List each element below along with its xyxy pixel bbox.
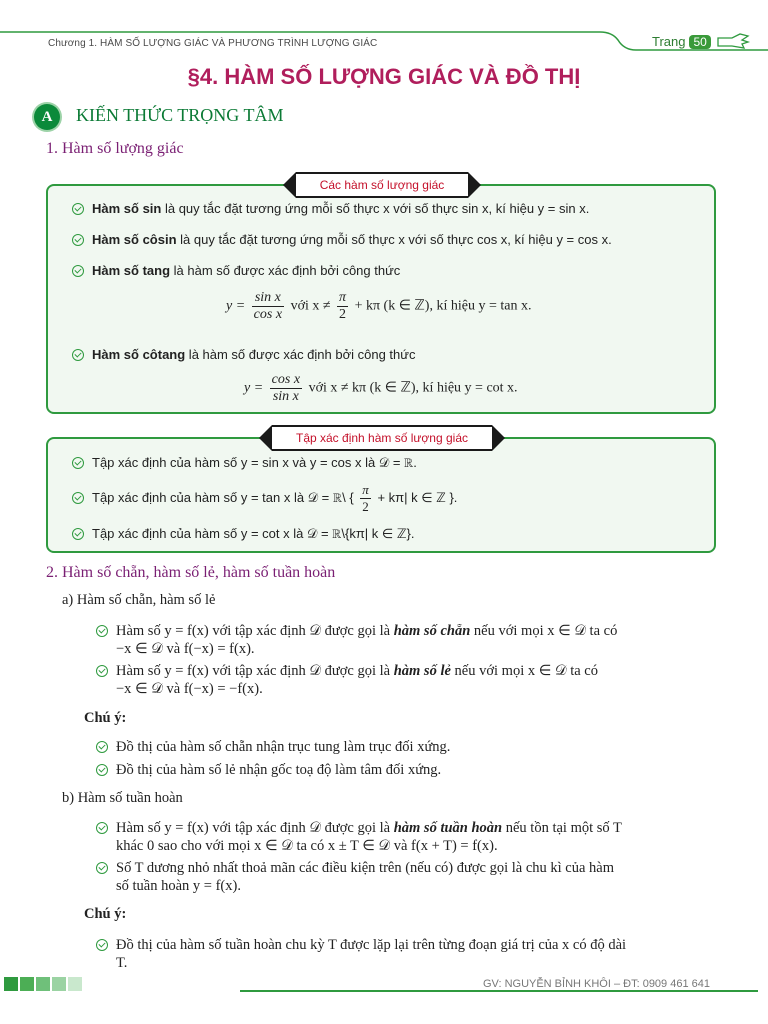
check-icon (72, 234, 84, 246)
hand-pointer-icon (718, 34, 748, 48)
check-icon (96, 764, 108, 776)
domain-tan: Tập xác định của hàm số y = tan x là 𝒟 = ℝ\ { $\frac{\pi}{2}$ + kπ| k ∈ ℤ }. (72, 482, 457, 515)
period-definition: Số T dương nhỏ nhất thoả mãn các điều kiện trên (nếu có) được gọi là chu kì của hàm số tuần hoàn y = f(x). (96, 859, 614, 895)
footer-square (52, 977, 66, 991)
cot-definition: Hàm số côtang là hàm số được xác định bởi công thức (72, 347, 415, 362)
tan-formula: y = $\frac{\text{sin x}}{\text{cos x}}$ với x ≠ $\frac{\pi}{2}$ + kπ (k ∈ ℤ), kí hiệu y = tan x. (226, 290, 532, 322)
check-icon (72, 203, 84, 215)
odd-function-definition: Hàm số y = f(x) với tập xác định 𝒟 được gọi là hàm số lẻ nếu với mọi x ∈ 𝒟 ta có −x ∈ 𝒟 và f(−x) = −f(x). (96, 662, 598, 698)
footer-square (4, 977, 18, 991)
page-label: Trang (652, 34, 686, 49)
section-badge: A (34, 104, 60, 130)
note-label-a: Chú ý: (84, 710, 127, 726)
lesson-title: §4. HÀM SỐ LƯỢNG GIÁC VÀ ĐỒ THỊ (187, 64, 581, 89)
page-number: 50 (689, 35, 710, 49)
check-icon (72, 349, 84, 361)
note-label-b: Chú ý: (84, 906, 127, 922)
check-icon (72, 457, 84, 469)
sin-definition: Hàm số sin là quy tắc đặt tương ứng mỗi số thực x với số thực sin x, kí hiệu y = sin x. (72, 201, 589, 216)
footer-square (68, 977, 82, 991)
check-icon (96, 625, 108, 637)
cot-formula: y = $\frac{\text{cos x}}{\text{sin x}}$ với x ≠ kπ (k ∈ ℤ), kí hiệu y = cot x. (244, 372, 518, 404)
domain-box-title: Tập xác định hàm số lượng giác (272, 425, 492, 451)
even-symmetry-note: Đồ thị của hàm số chẵn nhận trục tung làm trục đối xứng. (96, 738, 450, 756)
header-decoration (0, 0, 768, 60)
chapter-title: Chương 1. HÀM SỐ LƯỢNG GIÁC VÀ PHƯƠNG TRÌNH LƯỢNG GIÁC (48, 38, 378, 49)
subsection-2-title: 2. Hàm số chẵn, hàm số lẻ, hàm số tuần hoàn (46, 564, 336, 581)
periodic-definition: Hàm số y = f(x) với tập xác định 𝒟 được gọi là hàm số tuần hoàn nếu tồn tại một số T khác 0 sao cho với mọi x ∈ 𝒟 ta có x ± T ∈ 𝒟 và f(x + T) = f(x). (96, 819, 622, 855)
subsection-1-title: 1. Hàm số lượng giác (46, 140, 184, 157)
tan-definition: Hàm số tang là hàm số được xác định bởi công thức (72, 263, 400, 278)
check-icon (96, 862, 108, 874)
part-a-label: a) Hàm số chẵn, hàm số lẻ (62, 592, 216, 608)
part-b-label: b) Hàm số tuần hoàn (62, 790, 183, 806)
functions-box-title: Các hàm số lượng giác (296, 172, 468, 198)
periodic-graph-note: Đồ thị của hàm số tuần hoàn chu kỳ T được lặp lại trên từng đoạn giá trị của x có độ dài T. (96, 936, 626, 972)
footer-author: GV: NGUYỄN BỈNH KHÔI – ĐT: 0909 461 641 (482, 978, 710, 990)
page-header (0, 0, 768, 60)
check-icon (72, 492, 84, 504)
odd-symmetry-note: Đồ thị của hàm số lẻ nhận gốc toạ độ làm tâm đối xứng. (96, 761, 441, 779)
check-icon (96, 822, 108, 834)
footer-square (20, 977, 34, 991)
check-icon (96, 741, 108, 753)
even-function-definition: Hàm số y = f(x) với tập xác định 𝒟 được gọi là hàm số chẵn nếu với mọi x ∈ 𝒟 ta có −x ∈ 𝒟 và f(−x) = f(x). (96, 622, 617, 658)
page-indicator (652, 34, 711, 49)
domain-sin-cos: Tập xác định của hàm số y = sin x và y = cos x là 𝒟 = ℝ. (72, 455, 417, 471)
check-icon (72, 265, 84, 277)
check-icon (96, 939, 108, 951)
check-icon (72, 528, 84, 540)
footer-square (36, 977, 50, 991)
check-icon (96, 665, 108, 677)
section-label: KIẾN THỨC TRỌNG TÂM (76, 105, 284, 125)
cos-definition: Hàm số côsin là quy tắc đặt tương ứng mỗi số thực x với số thực cos x, kí hiệu y = cos x. (72, 232, 612, 247)
domain-cot: Tập xác định của hàm số y = cot x là 𝒟 = ℝ\{kπ| k ∈ ℤ}. (72, 526, 414, 542)
footer-divider (240, 990, 758, 992)
